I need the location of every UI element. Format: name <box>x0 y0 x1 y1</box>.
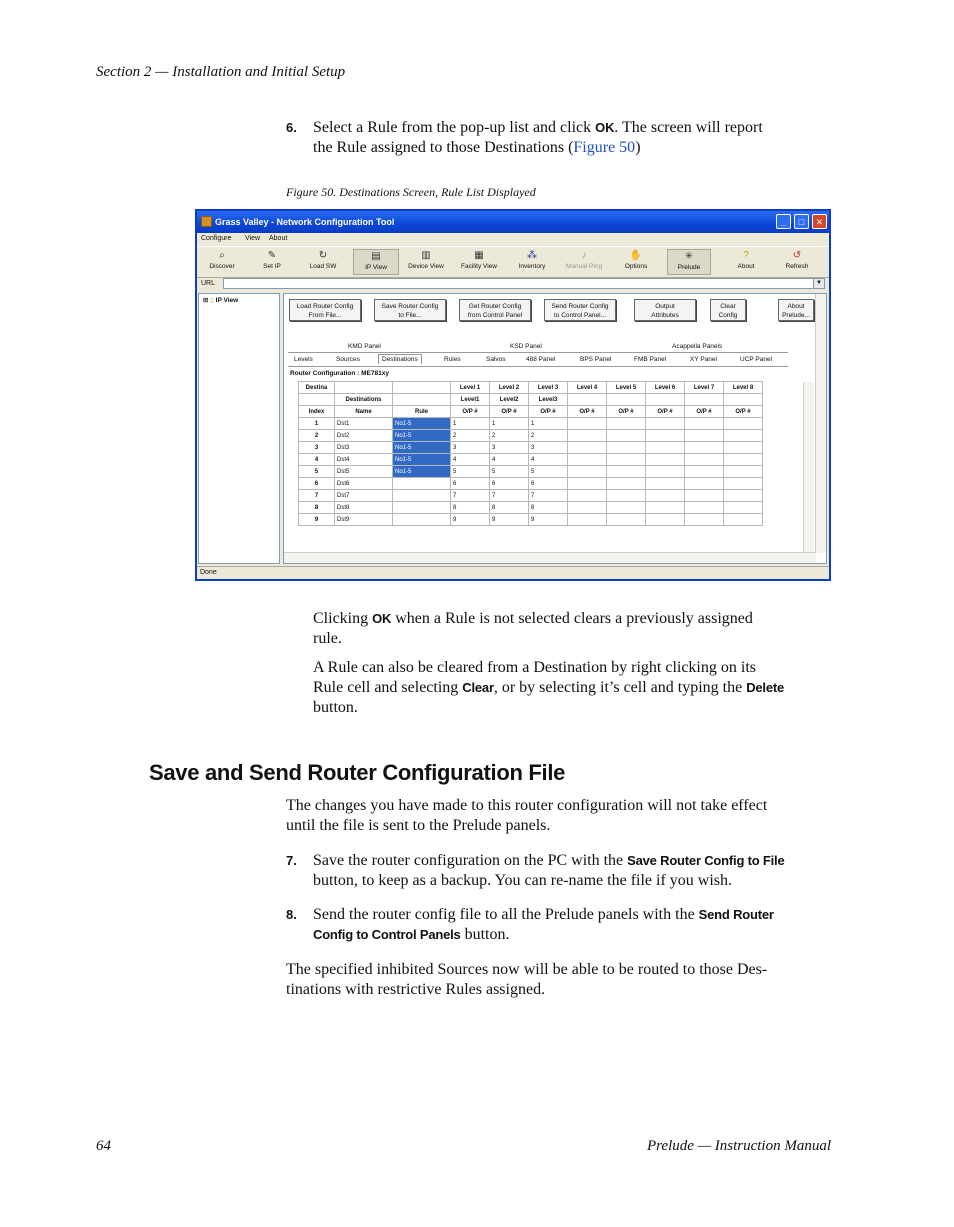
tab-ucp-panel[interactable]: UCP Panel <box>740 356 773 363</box>
level-cell[interactable]: 2 <box>490 430 529 442</box>
level-cell[interactable]: 4 <box>490 454 529 466</box>
level-cell[interactable]: 8 <box>490 502 529 514</box>
index-cell[interactable]: 7 <box>299 490 335 502</box>
output-attributes-button[interactable]: Output Attributes <box>634 299 696 321</box>
level-cell[interactable]: 8 <box>529 502 568 514</box>
section-heading: Save and Send Router Configuration File <box>149 760 566 785</box>
level-cell[interactable]: 6 <box>490 478 529 490</box>
figure-link[interactable]: Figure 50 <box>573 139 636 156</box>
tab-group-ksd[interactable]: KSD Panel <box>510 343 542 350</box>
dropdown-arrow-icon[interactable]: ▼ <box>813 279 824 288</box>
level-cell[interactable] <box>568 442 607 454</box>
level-cell[interactable] <box>724 502 763 514</box>
level-cell[interactable] <box>646 418 685 430</box>
table-row <box>299 514 763 526</box>
folder-icon: ▯ <box>210 297 214 304</box>
rule-cell[interactable]: No1-5 <box>393 466 451 478</box>
panel-group-row <box>288 342 788 353</box>
level-cell[interactable] <box>607 442 646 454</box>
level-cell[interactable]: 3 <box>451 442 490 454</box>
level-cell[interactable] <box>685 454 724 466</box>
grid-cell[interactable]: Level 2 <box>490 382 529 394</box>
level-cell[interactable]: 5 <box>451 466 490 478</box>
name-cell[interactable]: Dst1 <box>335 418 393 430</box>
facility-view-button[interactable]: ▦ Facility View <box>455 249 503 275</box>
level-cell[interactable]: 4 <box>529 454 568 466</box>
level-cell[interactable] <box>607 490 646 502</box>
status-text: Done <box>200 569 217 576</box>
level-cell[interactable] <box>646 502 685 514</box>
level-cell[interactable]: 1 <box>529 418 568 430</box>
grid-cell[interactable] <box>568 394 607 406</box>
load-icon: ↻ <box>318 250 328 261</box>
router-config-label: Router Configuration : ME781xy <box>290 370 389 377</box>
grid-cell[interactable]: Name <box>335 406 393 418</box>
changes-paragraph: The changes you have made to this router configuration will not take effect until the file is sent to the Prelude panels. <box>286 797 768 834</box>
grid-vertical-scrollbar[interactable] <box>803 382 814 552</box>
name-cell[interactable]: Dst7 <box>335 490 393 502</box>
grid-cell[interactable]: Rule <box>393 406 451 418</box>
grid-cell[interactable]: Level2 <box>490 394 529 406</box>
grid-cell[interactable]: Level 6 <box>646 382 685 394</box>
close-icon[interactable]: ✕ <box>812 214 827 229</box>
level-cell[interactable] <box>607 430 646 442</box>
refresh-icon: ↺ <box>792 250 802 261</box>
set-ip-button[interactable]: ✎ Set IP <box>251 249 293 275</box>
level-cell[interactable] <box>646 466 685 478</box>
level-cell[interactable] <box>646 490 685 502</box>
grid-header-row <box>299 382 763 394</box>
page-number: 64 <box>96 1138 111 1154</box>
grid-cell[interactable] <box>393 394 451 406</box>
level-cell[interactable] <box>724 466 763 478</box>
rule-cell[interactable]: No1-5 <box>393 442 451 454</box>
level-cell[interactable] <box>685 466 724 478</box>
step-number: 8. <box>286 907 297 922</box>
grid-cell[interactable]: O/P # <box>685 406 724 418</box>
level-cell[interactable] <box>646 430 685 442</box>
about-button[interactable]: ? About <box>725 249 767 275</box>
ip-view-button[interactable]: ▤ IP View <box>353 249 399 275</box>
magnifier-icon: ⌕ <box>219 250 225 261</box>
title-bar <box>197 211 829 233</box>
tab-row <box>288 354 788 367</box>
step-6-text: Select a Rule from the pop-up list and click OK. The screen will report the Rule assigned to those Destinations (Figure 50) <box>313 119 763 156</box>
level-cell[interactable]: 7 <box>451 490 490 502</box>
level-cell[interactable]: 7 <box>490 490 529 502</box>
grid-header-row <box>299 394 763 406</box>
table-row <box>299 502 763 514</box>
ping-icon: ♪ <box>581 250 587 261</box>
tree-node-ip-view[interactable]: ⊞ ▯ IP View <box>203 297 239 304</box>
level-cell[interactable] <box>685 430 724 442</box>
tab-rules[interactable]: Rules <box>444 356 461 363</box>
level-cell[interactable] <box>568 514 607 526</box>
rule-cell[interactable] <box>393 478 451 490</box>
grid-cell[interactable]: O/P # <box>607 406 646 418</box>
level-cell[interactable] <box>607 514 646 526</box>
toolbar <box>197 246 829 278</box>
about-prelude-button[interactable]: About Prelude... <box>778 299 814 321</box>
level-cell[interactable] <box>685 514 724 526</box>
grid-cell[interactable] <box>685 394 724 406</box>
name-cell[interactable]: Dst3 <box>335 442 393 454</box>
name-cell[interactable]: Dst5 <box>335 466 393 478</box>
level-cell[interactable]: 7 <box>529 490 568 502</box>
grid-cell[interactable] <box>607 394 646 406</box>
get-router-config-button[interactable]: Get Router Config from Control Panel <box>459 299 531 321</box>
level-cell[interactable]: 4 <box>451 454 490 466</box>
grid-cell[interactable] <box>335 382 393 394</box>
level-cell[interactable] <box>724 454 763 466</box>
grid-cell[interactable]: Level 7 <box>685 382 724 394</box>
step-8-text: Send the router config file to all the Prelude panels with the Send Router Config to Control Panels button. <box>313 906 774 943</box>
rule-cell[interactable]: No1-5 <box>393 454 451 466</box>
tab-sources[interactable]: Sources <box>336 356 360 363</box>
send-router-config-button[interactable]: Send Router Config to Control Panel... <box>544 299 616 321</box>
destinations-grid <box>298 381 763 526</box>
level-cell[interactable] <box>607 466 646 478</box>
clear-config-button[interactable]: Clear Config <box>710 299 746 321</box>
running-header: Section 2 — Installation and Initial Setup <box>96 64 346 80</box>
table-row <box>299 490 763 502</box>
tree-pane <box>198 293 280 564</box>
final-paragraph: The specified inhibited Sources now will be able to be routed to those Des- tinations with restrictive Rules assigned. <box>286 961 768 998</box>
level-cell[interactable]: 9 <box>490 514 529 526</box>
level-cell[interactable] <box>607 454 646 466</box>
menu-configure[interactable]: Configure <box>201 235 232 242</box>
load-router-config-button[interactable]: Load Router Config From File... <box>289 299 361 321</box>
facility-view-icon: ▦ <box>474 250 484 261</box>
level-cell[interactable]: 9 <box>529 514 568 526</box>
name-cell[interactable]: Dst9 <box>335 514 393 526</box>
grid-cell[interactable] <box>393 382 451 394</box>
level-cell[interactable] <box>568 430 607 442</box>
step-7-text: Save the router configuration on the PC with the Save Router Config to File button, to keep as a backup. You can re-name the file if you wish. <box>313 852 785 889</box>
name-cell[interactable]: Dst4 <box>335 454 393 466</box>
set-ip-icon: ✎ <box>267 250 277 261</box>
name-cell[interactable]: Dst6 <box>335 478 393 490</box>
level-cell[interactable] <box>724 430 763 442</box>
grid-cell[interactable]: O/P # <box>724 406 763 418</box>
url-label: URL <box>201 280 216 287</box>
save-router-config-button[interactable]: Save Router Config to File... <box>374 299 446 321</box>
level-cell[interactable] <box>724 514 763 526</box>
index-cell[interactable]: 4 <box>299 454 335 466</box>
vertical-scrollbar[interactable] <box>815 294 826 553</box>
tab-destinations[interactable]: Destinations <box>378 354 422 364</box>
level-cell[interactable] <box>607 502 646 514</box>
level-cell[interactable]: 3 <box>529 442 568 454</box>
rule-cell[interactable] <box>393 490 451 502</box>
footer-title: Prelude — Instruction Manual <box>646 1138 831 1154</box>
options-button[interactable]: ✋ Options <box>615 249 657 275</box>
level-cell[interactable]: 1 <box>451 418 490 430</box>
grid-cell[interactable]: O/P # <box>490 406 529 418</box>
level-cell[interactable] <box>646 478 685 490</box>
index-cell[interactable]: 5 <box>299 466 335 478</box>
name-cell[interactable]: Dst8 <box>335 502 393 514</box>
app-window <box>195 209 831 581</box>
status-bar <box>197 566 829 579</box>
level-cell[interactable] <box>646 514 685 526</box>
rule-cell[interactable]: No1-5 <box>393 430 451 442</box>
help-icon: ? <box>743 250 749 261</box>
grid-cell[interactable]: Level 4 <box>568 382 607 394</box>
level-cell[interactable] <box>568 466 607 478</box>
device-view-icon: ▥ <box>421 250 431 261</box>
menu-about[interactable]: About <box>269 235 288 242</box>
figure-caption: Figure 50. Destinations Screen, Rule List Displayed <box>286 185 536 199</box>
level-cell[interactable] <box>568 418 607 430</box>
level-cell[interactable]: 8 <box>451 502 490 514</box>
tab-488-panel[interactable]: 488 Panel <box>526 356 556 363</box>
step-number: 6. <box>286 120 297 135</box>
grid-cell[interactable]: Level3 <box>529 394 568 406</box>
tab-levels[interactable]: Levels <box>294 356 313 363</box>
horizontal-scrollbar[interactable] <box>284 552 816 563</box>
table-row <box>299 466 763 478</box>
clear-rule-paragraph: A Rule can also be cleared from a Destination by right clicking on its Rule cell and selecting Clear, or by selecting it’s cell and typing the Delete button. <box>313 659 785 716</box>
menu-view[interactable]: View <box>245 235 261 242</box>
level-cell[interactable]: 6 <box>529 478 568 490</box>
tab-group-kmd[interactable]: KMD Panel <box>348 343 381 350</box>
grid-header-row <box>299 406 763 418</box>
index-cell[interactable]: 2 <box>299 430 335 442</box>
grid-cell[interactable]: Level 8 <box>724 382 763 394</box>
grid-cell[interactable]: Level 5 <box>607 382 646 394</box>
level-cell[interactable] <box>568 502 607 514</box>
level-cell[interactable]: 5 <box>490 466 529 478</box>
level-cell[interactable] <box>607 418 646 430</box>
window-title: Grass Valley - Network Configuration Tool <box>215 217 395 227</box>
device-view-button[interactable]: ▥ Device View <box>403 249 449 275</box>
grid-cell[interactable]: Level 3 <box>529 382 568 394</box>
grid-cell[interactable]: Destinations <box>335 394 393 406</box>
index-cell[interactable]: 3 <box>299 442 335 454</box>
table-row <box>299 430 763 442</box>
grid-cell[interactable]: Level 1 <box>451 382 490 394</box>
level-cell[interactable] <box>568 478 607 490</box>
level-cell[interactable] <box>646 442 685 454</box>
level-cell[interactable] <box>568 454 607 466</box>
discover-button[interactable]: ⌕ Discover <box>201 249 243 275</box>
grid-cell[interactable]: Level1 <box>451 394 490 406</box>
url-input[interactable] <box>223 278 825 289</box>
rule-cell[interactable] <box>393 514 451 526</box>
inventory-icon: ⁂ <box>527 250 537 261</box>
rule-cell[interactable]: No1-5 <box>393 418 451 430</box>
rule-cell[interactable] <box>393 502 451 514</box>
index-cell[interactable]: 6 <box>299 478 335 490</box>
level-cell[interactable] <box>724 478 763 490</box>
app-icon <box>201 216 212 227</box>
level-cell[interactable] <box>685 502 724 514</box>
table-row <box>299 442 763 454</box>
table-row <box>299 418 763 430</box>
table-row <box>299 454 763 466</box>
level-cell[interactable] <box>685 442 724 454</box>
table-row <box>299 478 763 490</box>
grid-cell[interactable]: O/P # <box>646 406 685 418</box>
tab-xy-panel[interactable]: XY Panel <box>690 356 717 363</box>
level-cell[interactable] <box>646 454 685 466</box>
level-cell[interactable]: 1 <box>490 418 529 430</box>
level-cell[interactable] <box>724 490 763 502</box>
level-cell[interactable] <box>685 418 724 430</box>
tab-group-acappella[interactable]: Acappella Panels <box>672 343 723 350</box>
menu-bar <box>197 233 829 245</box>
prelude-button[interactable]: ✳ Prelude <box>667 249 711 275</box>
grid-cell[interactable]: Index <box>299 406 335 418</box>
options-icon: ✋ <box>629 250 643 261</box>
level-cell[interactable] <box>685 478 724 490</box>
url-bar <box>197 277 829 291</box>
prelude-icon: ✳ <box>684 251 694 262</box>
level-cell[interactable]: 3 <box>490 442 529 454</box>
grid-cell[interactable]: O/P # <box>529 406 568 418</box>
level-cell[interactable] <box>685 490 724 502</box>
level-cell[interactable]: 5 <box>529 466 568 478</box>
tab-bps-panel[interactable]: BPS Panel <box>580 356 612 363</box>
maximize-icon[interactable]: □ <box>794 214 809 229</box>
refresh-button[interactable]: ↺ Refresh <box>775 249 819 275</box>
grid-cell[interactable] <box>724 394 763 406</box>
tab-fmb-panel[interactable]: FMB Panel <box>634 356 667 363</box>
level-cell[interactable]: 2 <box>451 430 490 442</box>
inventory-button[interactable]: ⁂ Inventory <box>509 249 555 275</box>
clicking-ok-paragraph: Clicking OK when a Rule is not selected clears a previously assigned rule. <box>313 610 753 647</box>
level-cell[interactable] <box>568 490 607 502</box>
grid-cell[interactable]: O/P # <box>451 406 490 418</box>
level-cell[interactable]: 9 <box>451 514 490 526</box>
grid-cell[interactable]: O/P # <box>568 406 607 418</box>
ip-view-icon: ▤ <box>371 251 381 262</box>
prelude-pane <box>283 293 827 564</box>
tab-salvos[interactable]: Salvos <box>486 356 506 363</box>
grid-cell[interactable] <box>646 394 685 406</box>
level-cell[interactable] <box>607 478 646 490</box>
manual-ping-button[interactable]: ♪ Manual Ping <box>561 249 607 275</box>
window-client <box>197 233 829 579</box>
level-cell[interactable] <box>724 442 763 454</box>
index-cell[interactable]: 1 <box>299 418 335 430</box>
level-cell[interactable] <box>724 418 763 430</box>
level-cell[interactable]: 2 <box>529 430 568 442</box>
minimize-icon[interactable]: _ <box>776 214 791 229</box>
name-cell[interactable]: Dst2 <box>335 430 393 442</box>
load-sw-button[interactable]: ↻ Load SW <box>301 249 345 275</box>
index-cell[interactable]: 9 <box>299 514 335 526</box>
index-cell[interactable]: 8 <box>299 502 335 514</box>
grid-cell[interactable] <box>299 394 335 406</box>
step-number: 7. <box>286 853 297 868</box>
level-cell[interactable]: 6 <box>451 478 490 490</box>
grid-cell[interactable]: Destina <box>299 382 335 394</box>
